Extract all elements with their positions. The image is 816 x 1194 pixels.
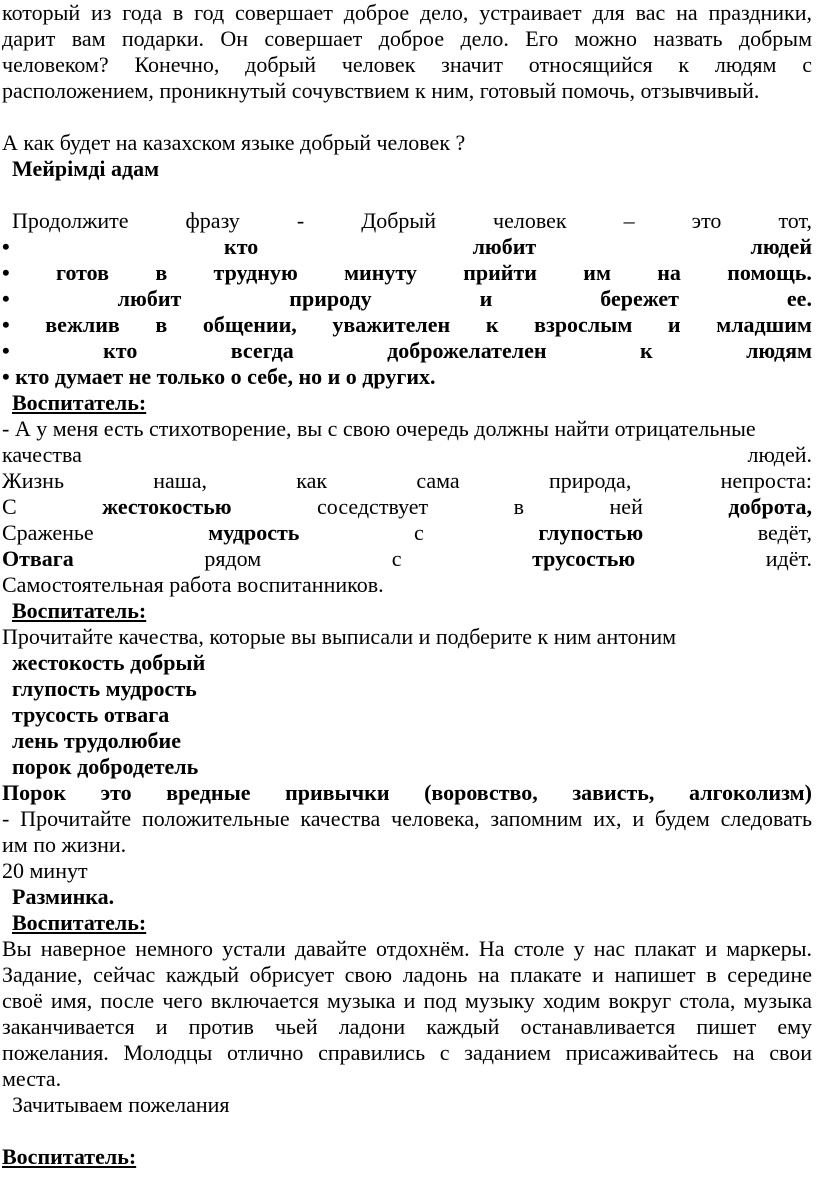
bullet-word: • — [2, 338, 10, 363]
vice-definition — [2, 780, 812, 806]
bullet-word: и — [479, 286, 493, 311]
kazakh-answer: Мейрімді адам — [12, 156, 160, 181]
poem-keyword: трусостью — [532, 546, 636, 571]
vice-word: Порок — [2, 780, 67, 805]
bullet-word: трудную — [213, 260, 298, 285]
bullet-item — [2, 338, 812, 364]
vice-word: вредные — [166, 780, 251, 805]
bullet-word: в — [155, 312, 168, 337]
poem-intro-line-1: - А у меня есть стихотворение, вы с свою очередь должны найти отрицательные — [2, 416, 756, 441]
spacer — [2, 182, 812, 208]
poem-word: с — [391, 546, 402, 571]
vice-word: (воровство, — [424, 780, 538, 805]
bullet-word: • — [2, 260, 10, 285]
continue-phrase — [2, 208, 812, 234]
antonym-pair: лень трудолюбие — [12, 728, 181, 753]
bullet-item-last: • кто думает не только о себе, но и о других. — [2, 364, 436, 389]
phrase-word: человек — [493, 208, 567, 233]
poem-intro-line-2 — [2, 442, 812, 468]
independent-work: Самостоятельная работа воспитанников. — [2, 572, 384, 597]
poem-word: ведёт, — [757, 520, 812, 545]
intro-line-1: который из года в год совершает доброе дело, устраивает для вас на праздники, — [2, 0, 812, 25]
poem-word: рядом — [204, 546, 262, 571]
bullet-word: всегда — [230, 338, 294, 363]
bullet-word: кто — [224, 234, 259, 259]
antonym-pair: глупость мудрость — [12, 676, 197, 701]
bullet-word: доброжелателен — [387, 338, 547, 363]
bullet-word: к — [639, 338, 653, 363]
bullet-word: в — [155, 260, 168, 285]
warmup-line-2: Задание, сейчас каждый обрисует свою ладонь на плакате и напишет в середине — [2, 962, 812, 987]
time-note: 20 минут — [2, 858, 88, 883]
poem-word: Сраженье — [2, 520, 94, 545]
warmup-line-1: Вы наверное немного устали давайте отдохнём. На столе у нас плакат и маркеры. — [2, 936, 812, 961]
bullet-word: минуту — [344, 260, 417, 285]
bullet-word: любит — [117, 286, 182, 311]
spacer — [2, 1118, 812, 1144]
bullet-word: уважителен — [332, 312, 451, 337]
vice-word: алгоколизм) — [689, 780, 812, 805]
vice-word: зависть, — [572, 780, 655, 805]
bullet-word: ее. — [786, 286, 812, 311]
poem-word: людей. — [747, 442, 812, 467]
poem-word: с — [413, 520, 424, 545]
educator-heading: Воспитатель: — [12, 910, 147, 935]
bullet-word: • — [2, 312, 10, 337]
bullet-item — [2, 234, 812, 260]
bullet-word: • — [2, 286, 10, 311]
bullet-word: общении, — [202, 312, 297, 337]
warmup-line-3: своё имя, после чего включается музыка и под музыку ходим вокруг стола, музыка — [2, 988, 812, 1013]
intro-line-2: дарит вам подарки. Он совершает доброе дело. Его можно назвать добрым — [2, 26, 812, 51]
poem-keyword: глупостью — [538, 520, 644, 545]
read-qualities-line-2: им по жизни. — [2, 832, 127, 857]
bullet-item — [2, 312, 812, 338]
antonym-pair: жестокость добрый — [12, 650, 206, 675]
bullet-word: прийти — [463, 260, 537, 285]
phrase-word: Добрый — [361, 208, 436, 233]
poem-line-4 — [2, 546, 812, 572]
bullet-word: вежлив — [45, 312, 120, 337]
vice-word: привычки — [285, 780, 390, 805]
antonym-pair: порок добродетель — [12, 754, 199, 779]
poem-keyword: мудрость — [208, 520, 300, 545]
poem-word: непроста: — [720, 468, 812, 493]
bullet-word: на — [657, 260, 681, 285]
bullet-word: • — [2, 234, 10, 259]
intro-line-4: расположением, проникнутый сочувствием к ним, готовый помочь, отзывчивый. — [2, 78, 760, 103]
poem-word: соседствует — [317, 494, 429, 519]
reading-wishes: Зачитываем пожелания — [12, 1092, 230, 1117]
educator-heading: Воспитатель: — [12, 598, 147, 623]
antonym-pair: трусость отвага — [12, 702, 170, 727]
poem-line-1 — [2, 468, 812, 494]
bullet-word: готов — [56, 260, 110, 285]
bullet-word: младшим — [716, 312, 812, 337]
document-page — [2, 0, 812, 1170]
warmup-line-6: места. — [2, 1066, 62, 1091]
intro-line-3: человеком? Конечно, добрый человек значит относящийся к людям с — [2, 52, 812, 77]
poem-word: как — [296, 468, 328, 493]
warmup-line-5: пожелания. Молодцы отлично справились с заданием присаживайтесь на свои — [2, 1040, 812, 1065]
bullet-word: кто — [103, 338, 138, 363]
phrase-word: фразу — [185, 208, 240, 233]
poem-word: наша, — [153, 468, 207, 493]
bullet-word: любит — [472, 234, 537, 259]
educator-heading: Воспитатель: — [2, 1144, 137, 1169]
bullet-item — [2, 260, 812, 286]
poem-word: сама — [416, 468, 460, 493]
spacer — [2, 104, 812, 130]
educator-heading: Воспитатель: — [12, 390, 147, 415]
read-qualities-line-1: - Прочитайте положительные качества человека, запомним их, и будем следовать — [2, 806, 812, 831]
bullet-word: и — [667, 312, 681, 337]
bullet-word: взрослым — [534, 312, 633, 337]
poem-word: природа, — [548, 468, 632, 493]
phrase-word: Продолжите — [12, 208, 129, 233]
poem-word: качества — [2, 442, 82, 467]
poem-word: ней — [609, 494, 643, 519]
kazakh-question: А как будет на казахском языке добрый человек ? — [2, 130, 466, 155]
poem-word: С — [2, 494, 17, 519]
poem-line-3 — [2, 520, 812, 546]
bullet-word: людям — [746, 338, 812, 363]
bullet-word: им — [583, 260, 611, 285]
phrase-word: - — [296, 208, 305, 233]
poem-keyword: жестокостью — [102, 494, 232, 519]
poem-word: идёт. — [765, 546, 812, 571]
warmup-title: Разминка. — [12, 884, 115, 909]
poem-word: в — [513, 494, 525, 519]
poem-keyword: Отвага — [2, 546, 74, 571]
antonym-instruction: Прочитайте качества, которые вы выписали и подберите к ним антоним — [2, 624, 677, 649]
phrase-word: это — [691, 208, 722, 233]
vice-word: это — [100, 780, 132, 805]
bullet-word: природу — [289, 286, 372, 311]
bullet-word: людей — [750, 234, 812, 259]
bullet-word: помощь. — [727, 260, 812, 285]
phrase-word: тот, — [778, 208, 812, 233]
poem-line-2 — [2, 494, 812, 520]
poem-keyword: доброта, — [728, 494, 812, 519]
poem-word: Жизнь — [2, 468, 64, 493]
bullet-word: бережет — [600, 286, 679, 311]
warmup-line-4: заканчивается и против чьей ладони каждый останавливается пишет ему — [2, 1014, 812, 1039]
bullet-item — [2, 286, 812, 312]
bullet-word: к — [485, 312, 499, 337]
phrase-word: – — [623, 208, 635, 233]
